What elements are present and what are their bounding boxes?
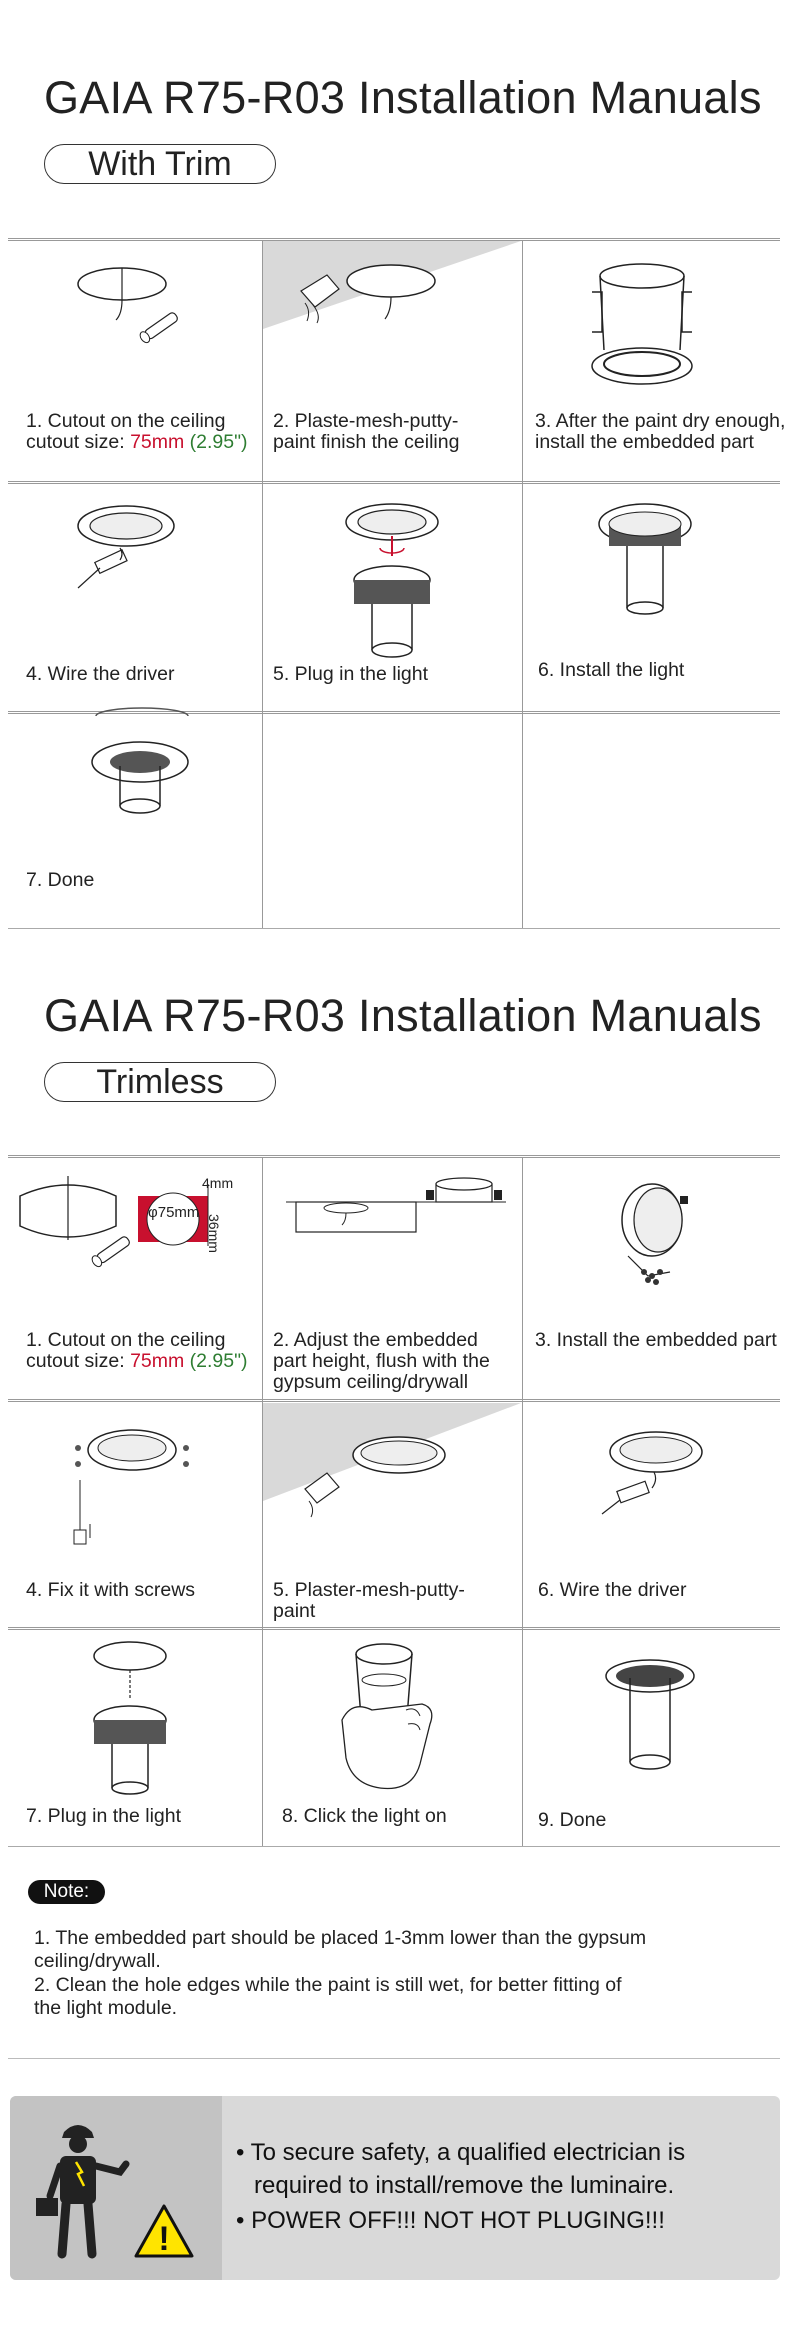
install-light-illustration [595,500,695,620]
cutout-diameter-label: φ75mm [148,1204,200,1221]
divider [8,481,780,484]
step-caption: 5. Plug in the light [273,663,429,685]
safety-bullet-2: • POWER OFF!!! NOT HOT PLUGING!!! [236,2207,665,2234]
warning-glyph: ! [158,2220,170,2258]
adjust-height-illustration [286,1178,506,1248]
step-caption: 5. Plaster-mesh-putty- paint [273,1579,465,1622]
step-caption: 9. Done [538,1809,607,1831]
step-caption: 6. Install the light [538,659,685,681]
ceiling-cutout-illustration [60,260,210,360]
cutout-width-label: 4mm [202,1175,234,1191]
install-embedded-illustration [608,1180,708,1290]
section1-title: GAIA R75-R03 Installation Manuals [44,72,762,123]
wire-driver-illustration [60,496,210,606]
safety-bullet-1: • To secure safety, a qualified electrician is required to install/remove the luminaire. [236,2139,686,2199]
step-caption: 4. Fix it with screws [26,1579,196,1601]
divider [8,1155,780,1158]
safety-illustration-panel [10,2096,222,2280]
step-caption: 3. After the paint dry enough, install the embedded part [535,410,786,453]
plug-light-illustration [340,500,450,660]
fix-screws-illustration [64,1420,194,1550]
embedded-part-illustration [590,262,700,392]
note-item-1: 1. The embedded part should be placed 1-3mm lower than the gypsum ceiling/drywall. [34,1927,647,1972]
divider [8,1399,780,1402]
divider [8,928,780,929]
click-light-illustration [336,1640,446,1800]
cutout-depth-label: 36mm [206,1214,222,1253]
divider [8,1846,780,1847]
step-caption: 3. Install the embedded part [535,1329,777,1351]
step-caption: 6. Wire the driver [538,1579,687,1601]
note-badge: Note: [28,1880,105,1904]
step-caption: 4. Wire the driver [26,663,175,685]
grid-column-line [522,1158,523,1846]
step-caption: 8. Click the light on [282,1805,447,1827]
step-caption: 1. Cutout on the ceiling cutout size: 75mm (2.95") [26,410,248,453]
divider [8,2058,780,2059]
step-caption: 7. Done [26,869,95,891]
note-item-2: 2. Clean the hole edges while the paint is still wet, for better fitting of the light module. [34,1974,622,2019]
done-illustration [80,706,200,816]
section1-subtitle: With Trim [44,144,276,184]
step-caption: 7. Plug in the light [26,1805,182,1827]
wire-driver-illustration [590,1422,710,1542]
divider [8,1627,780,1630]
step-caption: 2. Adjust the embedded part height, flush with the gypsum ceiling/drywall [273,1329,490,1393]
section2-title: GAIA R75-R03 Installation Manuals [44,990,762,1041]
step-caption: 2. Plaste-mesh-putty- paint finish the ceiling [273,410,460,453]
plug-light-illustration [84,1640,184,1800]
grid-column-line [522,241,523,928]
done-illustration [600,1658,700,1778]
step-caption: 1. Cutout on the ceiling cutout size: 75mm (2.95") [26,1329,248,1372]
electrician-icon [38,2118,208,2268]
section2-subtitle: Trimless [44,1062,276,1102]
